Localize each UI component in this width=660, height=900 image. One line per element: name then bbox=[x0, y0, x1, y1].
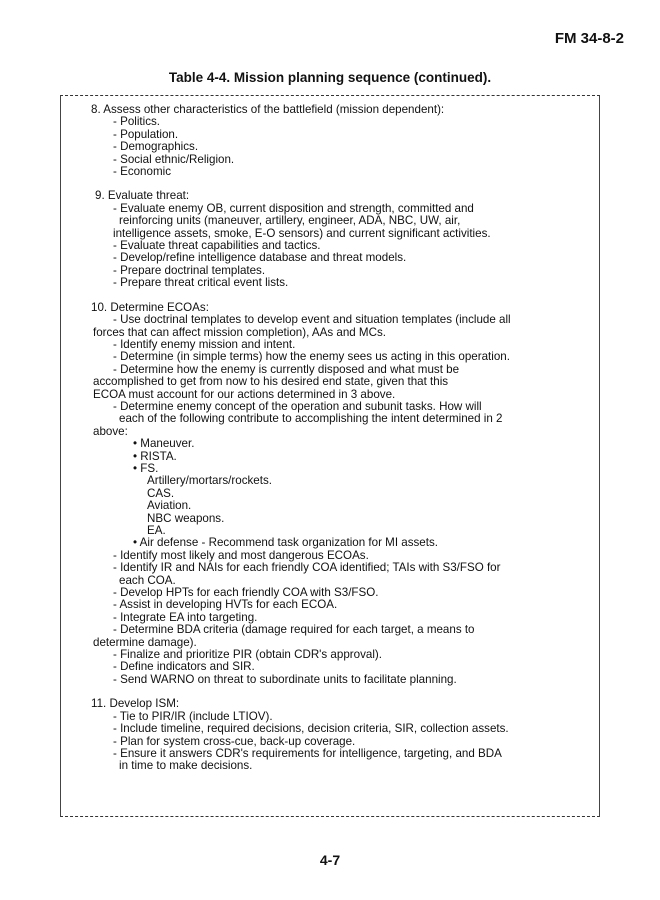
list-item: - Develop HPTs for each friendly COA with S3/FSO. bbox=[113, 586, 379, 600]
list-item: CAS. bbox=[147, 486, 175, 500]
list-item: - Integrate EA into targeting. bbox=[113, 610, 258, 624]
list-item: - Determine how the enemy is currently disposed and what must be bbox=[113, 362, 460, 376]
list-item: - Ensure it answers CDR's requirements for intelligence, targeting, and BDA bbox=[113, 746, 502, 760]
list-item: - Identify IR and NAIs for each friendly COA identified; TAIs with S3/FSO for bbox=[113, 561, 501, 575]
list-item: - Assist in developing HVTs for each ECOA. bbox=[113, 598, 338, 612]
section-heading: 11. Develop ISM: bbox=[91, 697, 180, 711]
list-item: - Send WARNO on threat to subordinate units to facilitate planning. bbox=[113, 672, 457, 686]
table-frame bbox=[60, 95, 600, 817]
list-item: EA. bbox=[147, 524, 166, 537]
list-item: - Determine BDA criteria (damage required for each target, a means to bbox=[113, 623, 475, 637]
list-item: in time to make decisions. bbox=[119, 759, 253, 773]
page-number: 4-7 bbox=[319, 852, 341, 868]
list-item: - Identify enemy mission and intent. bbox=[113, 337, 296, 351]
list-item: each of the following contribute to accomplishing the intent determined in 2 bbox=[119, 412, 503, 426]
list-item: - Evaluate enemy OB, current disposition and strength, committed and bbox=[113, 201, 474, 215]
section-10 bbox=[91, 302, 591, 687]
list-item: accomplished to get from now to his desired end state, given that this bbox=[93, 375, 449, 389]
list-item: forces that can affect mission completion), AAs and MCs. bbox=[93, 325, 386, 339]
list-item: - Finalize and prioritize PIR (obtain CDR's approval). bbox=[113, 648, 382, 662]
list-item: - Demographics. bbox=[113, 140, 199, 154]
list-item: - Determine enemy concept of the operation and subunit tasks. How will bbox=[113, 399, 482, 413]
document-code: FM 34-8-2 bbox=[554, 30, 624, 47]
section-9 bbox=[91, 190, 591, 289]
list-item: - Social ethnic/Religion. bbox=[113, 152, 235, 166]
list-item: - Include timeline, required decisions, decision criteria, SIR, collection assets. bbox=[113, 722, 509, 736]
list-item: - Prepare threat critical event lists. bbox=[113, 276, 289, 290]
list-item: NBC weapons. bbox=[147, 511, 225, 525]
section-8 bbox=[91, 104, 591, 178]
section-heading: 10. Determine ECOAs: bbox=[91, 300, 209, 314]
table-title: Table 4-4. Mission planning sequence (continued). bbox=[168, 70, 492, 85]
list-item: Artillery/mortars/rockets. bbox=[147, 474, 272, 488]
list-item: • Maneuver. bbox=[133, 437, 195, 451]
list-item: - Tie to PIR/IR (include LTIOV). bbox=[113, 709, 273, 723]
list-item: • FS. bbox=[133, 461, 159, 475]
list-item: ECOA must account for our actions determined in 3 above. bbox=[93, 387, 396, 401]
list-item: • Air defense - Recommend task organization for MI assets. bbox=[133, 536, 438, 550]
list-item: - Politics. bbox=[113, 115, 161, 129]
section-heading: 9. Evaluate threat: bbox=[95, 189, 190, 203]
list-item: intelligence assets, smoke, E-O sensors) and current significant activities. bbox=[113, 226, 491, 240]
list-item: each COA. bbox=[119, 573, 176, 587]
list-item: reinforcing units (maneuver, artillery, engineer, ADA, NBC, UW, air, bbox=[119, 214, 461, 228]
list-item: - Determine (in simple terms) how the enemy sees us acting in this operation. bbox=[113, 350, 510, 364]
list-item: - Population. bbox=[113, 127, 179, 141]
list-item: - Prepare doctrinal templates. bbox=[113, 263, 266, 277]
list-item: above: bbox=[93, 424, 128, 438]
list-item: - Plan for system cross-cue, back-up coverage. bbox=[113, 734, 356, 748]
list-item: - Economic bbox=[113, 165, 171, 179]
list-item: - Identify most likely and most dangerous ECOAs. bbox=[113, 548, 369, 562]
list-item: Aviation. bbox=[147, 499, 192, 513]
list-item: - Evaluate threat capabilities and tactics. bbox=[113, 239, 321, 253]
table-content bbox=[91, 104, 591, 773]
list-item: - Use doctrinal templates to develop event and situation templates (include all bbox=[113, 313, 511, 327]
list-item: - Develop/refine intelligence database and threat models. bbox=[113, 251, 407, 265]
section-heading: 8. Assess other characteristics of the battlefield (mission dependent): bbox=[91, 103, 445, 116]
list-item: determine damage). bbox=[93, 635, 197, 649]
section-11 bbox=[91, 698, 591, 772]
list-item: • RISTA. bbox=[133, 449, 177, 463]
list-item: - Define indicators and SIR. bbox=[113, 660, 255, 674]
